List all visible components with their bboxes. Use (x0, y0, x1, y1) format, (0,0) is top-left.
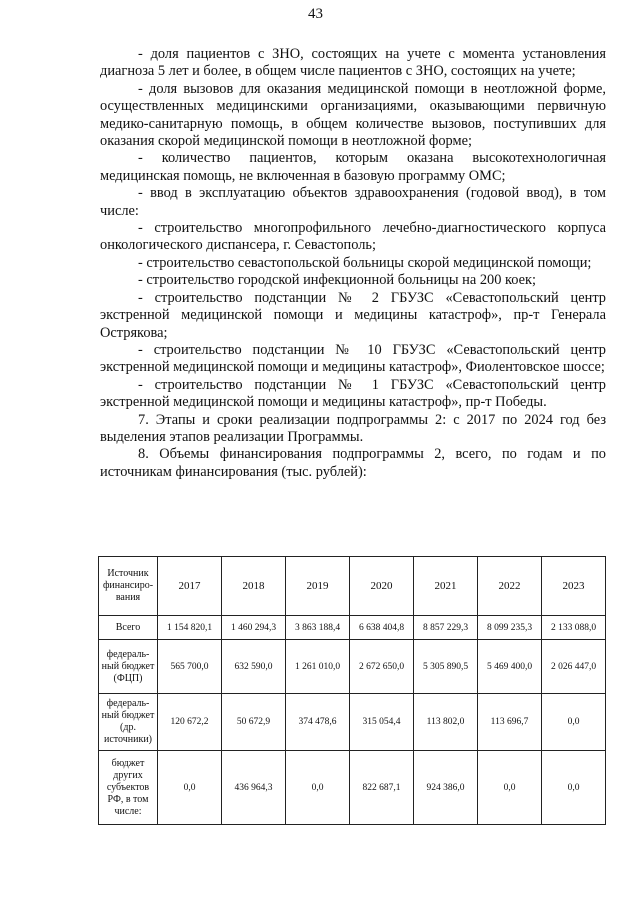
table-cell: 0,0 (542, 751, 606, 825)
table-cell: 5 469 400,0 (478, 640, 542, 694)
table-cell: 50 672,9 (222, 694, 286, 751)
header-year: 2022 (478, 557, 542, 616)
paragraph: - строительство подстанции № 1 ГБУЗС «Севастопольский центр экстренной медицинской помощи и медицины катастроф», пр-т Победы. (100, 376, 606, 411)
header-year: 2021 (414, 557, 478, 616)
table-cell: 0,0 (542, 694, 606, 751)
table-cell: 374 478,6 (286, 694, 350, 751)
table-cell: 113 802,0 (414, 694, 478, 751)
table-cell: 2 672 650,0 (350, 640, 414, 694)
paragraph: - доля пациентов с ЗНО, состоящих на учете с момента установления диагноза 5 лет и более, в общем числе пациентов с ЗНО, состоящих на учете; (100, 46, 606, 80)
table-cell: 0,0 (478, 751, 542, 825)
financing-table (98, 556, 606, 825)
financing-table-container (98, 556, 606, 825)
header-year: 2023 (542, 557, 606, 616)
table-cell: 1 460 294,3 (222, 616, 286, 640)
table-cell: 2 133 088,0 (542, 616, 606, 640)
body-text (100, 46, 606, 481)
paragraph: 8. Объемы финансирования подпрограммы 2, всего, по годам и по источникам финансирования (тыс. рублей): (100, 446, 606, 480)
table-cell: 113 696,7 (478, 694, 542, 751)
table-cell: 822 687,1 (350, 751, 414, 825)
table-row (99, 751, 606, 825)
paragraph: - строительство подстанции № 10 ГБУЗС «Севастопольский центр экстренной медицинской помощи и медицины катастроф», Фиолентовское шоссе; (100, 341, 606, 376)
table-cell: 8 099 235,3 (478, 616, 542, 640)
table-cell: 120 672,2 (158, 694, 222, 751)
table-cell: 1 154 820,1 (158, 616, 222, 640)
table-cell: 8 857 229,3 (414, 616, 478, 640)
table-cell: 315 054,4 (350, 694, 414, 751)
table-cell: 0,0 (158, 751, 222, 825)
row-label: федераль-ный бюджет (ФЦП) (99, 640, 158, 694)
paragraph: - строительство многопрофильного лечебно-диагностического корпуса онкологического диспансера, г. Севастополь; (100, 220, 606, 254)
table-row (99, 640, 606, 694)
paragraph: 7. Этапы и сроки реализации подпрограммы 2: с 2017 по 2024 год без выделения этапов реализации Программы. (100, 411, 606, 445)
table-cell: 2 026 447,0 (542, 640, 606, 694)
header-year: 2020 (350, 557, 414, 616)
paragraph: - количество пациентов, которым оказана высокотехнологичная медицинская помощь, не включенная в базовую программу ОМС; (100, 150, 606, 184)
table-cell: 5 305 890,5 (414, 640, 478, 694)
table-cell: 924 386,0 (414, 751, 478, 825)
table-row (99, 694, 606, 751)
row-label: Всего (99, 616, 158, 640)
row-label: федераль-ный бюджет (др. источники) (99, 694, 158, 751)
table-cell: 632 590,0 (222, 640, 286, 694)
header-year: 2017 (158, 557, 222, 616)
header-year: 2018 (222, 557, 286, 616)
table-row (99, 616, 606, 640)
table-cell: 565 700,0 (158, 640, 222, 694)
header-source: Источник финансиро-вания (99, 557, 158, 616)
page-number: 43 (308, 6, 323, 22)
paragraph: - строительство севастопольской больницы скорой медицинской помощи; (138, 254, 592, 271)
paragraph: - строительство городской инфекционной больницы на 200 коек; (138, 272, 537, 289)
paragraph: - доля вызовов для оказания медицинской помощи в неотложной форме, осуществленных медицинскими организациями, оказывающими первичную медико-санитарную помощь, в общем количестве вызовов, поступивших для оказания скорой медицинской помощи в неотложной форме; (100, 80, 606, 150)
table-cell: 1 261 010,0 (286, 640, 350, 694)
paragraph: - строительство подстанции № 2 ГБУЗС «Севастопольский центр экстренной медицинской помощи и медицины катастроф», пр-т Генерала Острякова; (100, 289, 606, 341)
row-label: бюджет других субъектов РФ, в том числе: (99, 751, 158, 825)
table-cell: 3 863 188,4 (286, 616, 350, 640)
table-cell: 436 964,3 (222, 751, 286, 825)
header-year: 2019 (286, 557, 350, 616)
paragraph: - ввод в эксплуатацию объектов здравоохранения (годовой ввод), в том числе: (100, 185, 606, 219)
table-header-row (99, 557, 606, 616)
table-cell: 0,0 (286, 751, 350, 825)
table-cell: 6 638 404,8 (350, 616, 414, 640)
